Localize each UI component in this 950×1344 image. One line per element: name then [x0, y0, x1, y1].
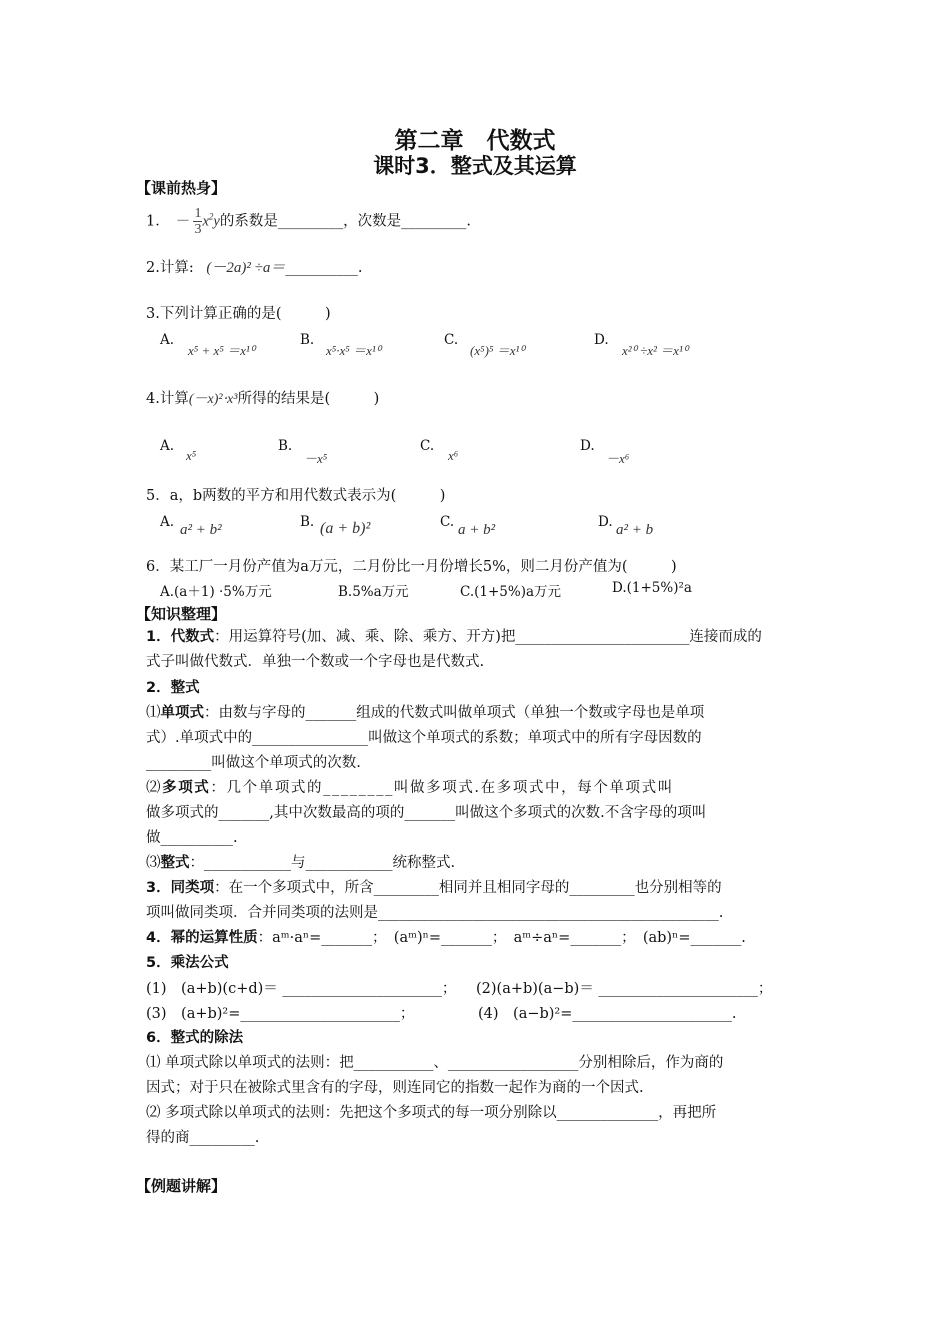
k1-text-b: 式子叫做代数式．单独一个数或一个字母也是代数式.	[146, 654, 485, 670]
question-3-stem: 3.下列计算正确的是( )	[146, 306, 331, 322]
q4-option-b-expr: －x⁵	[304, 451, 328, 466]
k1-text-a: ：用运算符号(加、减、乘、除、乘方、开方)把________________________连接而成的	[214, 629, 762, 645]
q4-expression: (－x)²⋅x³	[188, 392, 238, 407]
q5-option-a-expr: a² + b²	[180, 522, 222, 538]
k6-label: 6．整式的除法	[146, 1030, 244, 1046]
k3-label: 3．同类项	[146, 880, 215, 896]
q5-option-c-expr: a + b²	[458, 522, 496, 538]
q5-option-d-label: D.	[598, 514, 613, 530]
knowledge-2-3	[146, 851, 806, 876]
k2-2-label: 多项式	[162, 780, 211, 796]
knowledge-3	[146, 876, 806, 901]
q3-option-d-label: D.	[594, 332, 609, 348]
q6-option-a: A.(a＋1) ·5%万元	[160, 584, 272, 600]
knowledge-2-2	[146, 776, 806, 801]
q4-option-d-label: D.	[580, 438, 595, 454]
section-examples: 【例题讲解】	[136, 1177, 227, 1195]
q3-option-c-expr: (x⁵)⁵ ＝x¹⁰	[470, 343, 525, 358]
q3-option-a-label: A.	[160, 332, 175, 348]
q5-option-c-label: C.	[440, 514, 455, 530]
q1-expr-x: x	[202, 213, 209, 230]
k2-1-text-a: ：由数与字母的_______组成的代数式叫做单项式（单独一个数或字母也是单项	[204, 705, 705, 721]
k5-label: 5．乘法公式	[146, 955, 229, 971]
k5-formula-4: (4) (a−b)²=______________________.	[478, 1006, 737, 1022]
q1-number: 1．	[146, 213, 170, 230]
q4-option-b-label: B.	[278, 438, 293, 454]
k2-2-num: ⑵	[146, 780, 163, 796]
question-1	[146, 206, 471, 237]
k4-label: 4．幂的运算性质	[146, 930, 258, 946]
question-2	[146, 256, 362, 277]
k5-label-row	[146, 951, 806, 976]
knowledge-2-1	[146, 701, 806, 726]
k6-1-text-a: ⑴ 单项式除以单项式的法则：把___________、__________________分别相除后，作为商的	[146, 1055, 724, 1071]
q4-option-c-label: C.	[420, 438, 435, 454]
k6-2-text-a: ⑵ 多项式除以单项式的法则：先把这个多项式的每一项分别除以______________，再把所	[146, 1105, 717, 1121]
q2-label: 2.计算:	[146, 260, 194, 276]
q4-option-d-expr: －x⁶	[606, 451, 630, 466]
k5-formula-3: (3) (a+b)²=______________________；	[146, 1006, 415, 1022]
section-warmup: 【课前热身】	[136, 179, 227, 197]
k4-text-a: ：aᵐ·aⁿ=_______； (aᵐ)ⁿ=_______； aᵐ÷aⁿ=_______； (ab)ⁿ=_______.	[257, 930, 746, 946]
question-5-stem: 5．a，b两数的平方和用代数式表示为( )	[146, 488, 446, 504]
q2-expression: (－2a)² ÷a＝	[206, 260, 286, 276]
k2-1-text-c: _________叫做这个单项式的次数.	[146, 755, 361, 771]
k3-text-a: ：在一个多项式中，所含_________相同并且相同字母的_________也分别相等的	[214, 880, 722, 896]
knowledge-1	[146, 625, 806, 650]
question-6-stem: 6．某工厂一月份产值为a万元，二月份比一月份增长5%，则二月份产值为( )	[146, 559, 677, 575]
k5-formula-1: (1) (a+b)(c+d)＝ ______________________；	[146, 981, 457, 997]
k2-label-text: 2．整式	[146, 680, 200, 696]
k2-1-label: 单项式	[160, 705, 204, 721]
k2-3-num: ⑶	[146, 855, 161, 871]
q4-option-a-label: A.	[160, 438, 175, 454]
q3-option-c-label: C.	[444, 332, 459, 348]
q3-option-b-label: B.	[300, 332, 315, 348]
q6-option-d: D.(1+5%)²a	[612, 580, 692, 596]
k6-1-text-b: 因式；对于只在被除式里含有的字母，则连同它的指数一起作为商的一个因式.	[146, 1080, 644, 1096]
k5-formula-2: (2)(a+b)(a−b)＝ ______________________；	[476, 981, 773, 997]
q3-option-b-expr: x⁵·x⁵ ＝x¹⁰	[326, 343, 381, 358]
q3-option-d-expr: x²⁰ ÷x² ＝x¹⁰	[622, 343, 689, 358]
q4-option-c-expr: x⁶	[448, 448, 459, 463]
k3-text-b: 项叫做同类项．合并同类项的法则是_______________________________________________.	[146, 905, 724, 921]
k2-2-text-b: 做多项式的_______,其中次数最高的项的_______叫做这个多项式的次数.不含字母的项叫	[146, 805, 707, 821]
chapter-title: 第二章 代数式	[394, 128, 556, 154]
k2-label	[146, 676, 806, 701]
q4-stem-b: 所得的结果是( )	[237, 391, 380, 407]
k2-3-text-a: ：____________与____________统称整式.	[189, 855, 456, 871]
k2-3-label: 整式	[160, 855, 190, 871]
q5-option-a-label: A.	[160, 514, 175, 530]
q3-option-a-expr: x⁵ + x⁵ ＝x¹⁰	[188, 343, 255, 358]
q1-text: 的系数是_________，次数是_________.	[219, 213, 471, 230]
section-knowledge: 【知识整理】	[136, 605, 227, 623]
q5-option-d-expr: a² + b	[616, 522, 654, 538]
q1-fraction-denominator: 3	[194, 222, 202, 237]
k2-1-text-b: 式）.单项式中的________________叫做这个单项式的系数；单项式中的所有字母因数的	[146, 730, 702, 746]
q6-option-c: C.(1+5%)a万元	[460, 584, 562, 600]
k6-label-row	[146, 1026, 806, 1051]
q4-option-a-expr: x⁵	[186, 448, 197, 463]
q5-option-b-label: B.	[300, 514, 315, 530]
k1-label: 1．代数式	[146, 629, 215, 645]
k2-2-text-a: ：几个单项式的________叫做多项式.在多项式中，每个单项式叫	[210, 780, 674, 796]
q4-stem-a: 4.计算	[146, 391, 189, 407]
q1-fraction-numerator: 1	[194, 206, 202, 221]
q6-option-b: B.5%a万元	[338, 584, 409, 600]
q5-option-b-expr: (a + b)²	[320, 520, 371, 537]
k6-2-text-b: 得的商_________.	[146, 1130, 260, 1146]
k2-1-num: ⑴	[146, 705, 161, 721]
question-4	[146, 387, 379, 408]
lesson-title: 课时3．整式及其运算	[373, 154, 577, 178]
q1-expr-y: y	[213, 213, 220, 230]
q1-exponent: 2	[208, 211, 214, 222]
k2-2-text-c: 做__________.	[146, 830, 238, 846]
q1-minus: －	[174, 213, 189, 230]
knowledge-4	[146, 926, 806, 951]
q2-blank: __________.	[285, 260, 363, 276]
